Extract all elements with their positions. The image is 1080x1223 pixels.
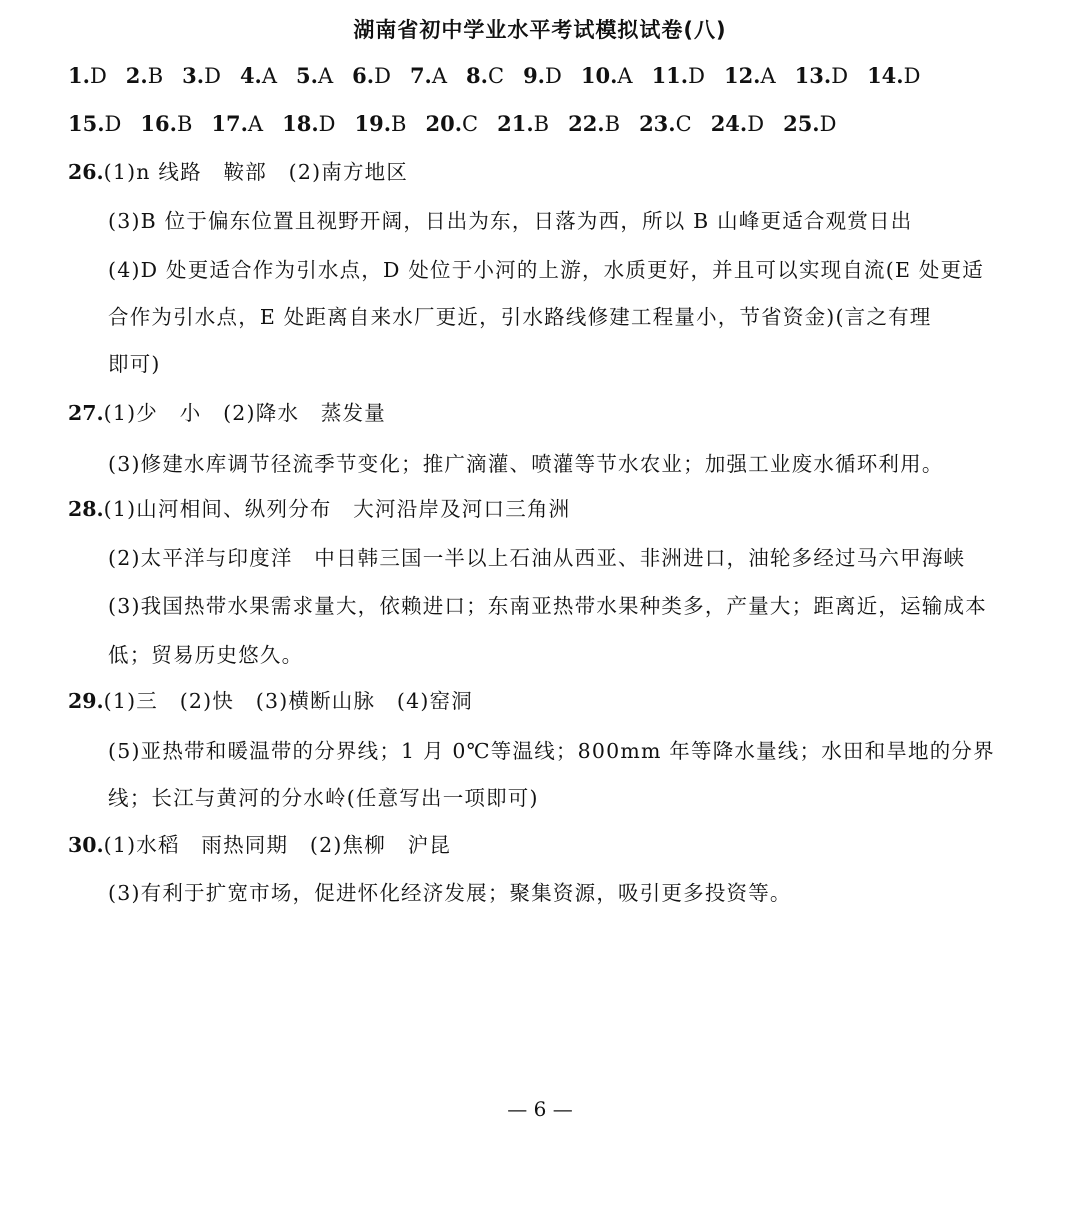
mc-answer-item	[425, 108, 478, 140]
mc-answer-item	[140, 108, 192, 140]
q26-line-2: (3)B 位于偏东位置且视野开阔，日出为东，日落为西，所以 B 山峰更适合观赏日出	[108, 209, 913, 233]
mc-question-number: 23.	[639, 111, 676, 136]
mc-question-number: 3.	[182, 63, 205, 88]
mc-question-number: 22.	[568, 111, 605, 136]
mc-answer-item	[296, 60, 333, 92]
q29-line-3: 线；长江与黄河的分水岭(任意写出一项即可)	[108, 786, 539, 810]
q28-line-2: (2)太平洋与印度洋 中日韩三国一半以上石油从西亚、非洲进口，油轮多经过马六甲海峡	[108, 546, 966, 570]
mc-answer-letter: D	[89, 64, 107, 88]
mc-answer-letter: B	[176, 112, 193, 136]
mc-answer-item	[867, 60, 920, 92]
q30-line-2: (3)有利于扩宽市场，促进怀化经济发展；聚集资源，吸引更多投资等。	[108, 881, 792, 905]
mc-answer-item	[639, 108, 692, 140]
mc-answer-letter: B	[604, 112, 621, 136]
question-number: 30.	[68, 833, 104, 857]
question-number: 27.	[68, 401, 104, 425]
mc-answers-row-2	[68, 108, 855, 140]
mc-answer-letter: D	[747, 112, 765, 136]
mc-question-number: 19.	[354, 111, 392, 136]
q27-line-2: (3)修建水库调节径流季节变化；推广滴灌、喷灌等节水农业；加强工业废水循环利用。	[108, 452, 944, 476]
mc-question-number: 18.	[282, 111, 319, 136]
mc-answer-letter: A	[247, 112, 264, 136]
mc-answer-item	[581, 60, 633, 92]
q29-line-2: (5)亚热带和暖温带的分界线；1 月 0℃等温线；800mm 年等降水量线；水田和旱地的分界	[108, 739, 995, 763]
q28-line-3: (3)我国热带水果需求量大，依赖进口；东南亚热带水果种类多，产量大；距离近，运输成本	[108, 594, 987, 618]
mc-answer-letter: D	[374, 64, 391, 88]
mc-question-number: 11.	[651, 63, 689, 88]
answer-text: (1)山河相间、纵列分布 大河沿岸及河口三角洲	[103, 497, 571, 521]
q26-line-3: (4)D 处更适合作为引水点，D 处位于小河的上游，水质更好，并且可以实现自流(E 处更适	[108, 258, 984, 282]
mc-answer-item	[410, 60, 447, 92]
q26-line-4: 合作为引水点，E 处距离自来水厂更近，引水路线修建工程量小，节省资金)(言之有理	[108, 305, 932, 329]
mc-answer-item	[68, 108, 121, 140]
mc-answer-item	[182, 60, 221, 92]
question-number: 28.	[68, 497, 104, 521]
mc-answer-item	[711, 108, 764, 140]
mc-answer-item	[68, 60, 107, 92]
mc-question-number: 12.	[723, 63, 761, 88]
mc-question-number: 6.	[352, 63, 375, 88]
mc-answer-letter: D	[104, 112, 122, 136]
mc-answer-item	[497, 108, 549, 140]
mc-question-number: 7.	[409, 63, 432, 88]
mc-answer-item	[282, 108, 335, 140]
mc-answer-letter: A	[431, 64, 448, 88]
mc-answer-item	[568, 108, 620, 140]
mc-answer-letter: D	[318, 112, 336, 136]
mc-question-number: 10.	[580, 63, 618, 88]
mc-answer-letter: C	[487, 64, 505, 88]
mc-answer-letter: A	[760, 64, 776, 88]
mc-answer-item	[240, 60, 277, 92]
mc-answer-letter: A	[317, 64, 334, 88]
page-number: — 6 —	[507, 1097, 573, 1121]
answer-text: (1)三 (2)快 (3)横断山脉 (4)窑洞	[103, 689, 473, 713]
mc-answer-item	[523, 60, 562, 92]
mc-question-number: 4.	[239, 63, 262, 88]
mc-answer-item	[352, 60, 391, 92]
mc-question-number: 24.	[710, 111, 748, 136]
mc-answer-item	[795, 60, 848, 92]
mc-answer-letter: B	[391, 112, 407, 136]
mc-answer-letter: B	[147, 64, 164, 88]
page-title: 湖南省初中学业水平考试模拟试卷(八)	[353, 18, 727, 42]
mc-answer-letter: C	[462, 112, 479, 136]
question-number: 29.	[68, 689, 104, 713]
mc-answer-item	[652, 60, 705, 92]
mc-answer-letter: D	[545, 64, 562, 88]
mc-answers-row-1	[68, 60, 939, 92]
mc-answer-item	[354, 108, 406, 140]
mc-answer-letter: A	[261, 64, 278, 88]
answer-text: (1)n 线路 鞍部 (2)南方地区	[103, 160, 409, 184]
q29-line-1	[68, 686, 473, 716]
question-number: 26.	[68, 160, 104, 184]
q28-line-4: 低；贸易历史悠久。	[108, 643, 304, 667]
mc-question-number: 13.	[794, 63, 832, 88]
mc-question-number: 16.	[140, 111, 177, 136]
answer-text: (1)少 小 (2)降水 蒸发量	[103, 401, 386, 425]
q26-line-5: 即可)	[108, 352, 161, 376]
mc-question-number: 14.	[867, 63, 904, 88]
q26-line-1	[68, 157, 408, 187]
mc-question-number: 1.	[68, 63, 90, 88]
mc-answer-item	[724, 60, 776, 92]
mc-answer-item	[211, 108, 263, 140]
mc-question-number: 5.	[296, 63, 318, 88]
q28-line-1	[68, 494, 570, 524]
mc-answer-letter: D	[204, 64, 221, 88]
mc-question-number: 15.	[68, 111, 105, 136]
mc-question-number: 2.	[125, 63, 148, 88]
mc-answer-item	[783, 108, 836, 140]
mc-answer-letter: D	[819, 112, 837, 136]
mc-answer-letter: D	[903, 64, 921, 88]
mc-question-number: 9.	[523, 63, 545, 88]
mc-question-number: 21.	[497, 111, 534, 136]
mc-answer-letter: A	[617, 64, 633, 88]
mc-question-number: 20.	[425, 111, 463, 136]
q27-line-1	[68, 398, 386, 428]
q30-line-1	[68, 830, 451, 860]
mc-answer-letter: B	[533, 112, 550, 136]
mc-answer-item	[466, 60, 504, 92]
mc-answer-letter: D	[688, 64, 705, 88]
mc-answer-letter: C	[675, 112, 692, 136]
mc-question-number: 17.	[211, 111, 248, 136]
mc-answer-item	[126, 60, 163, 92]
answer-text: (1)水稻 雨热同期 (2)焦柳 沪昆	[103, 833, 452, 857]
mc-answer-letter: D	[831, 64, 849, 88]
mc-question-number: 25.	[783, 111, 820, 136]
mc-question-number: 8.	[466, 63, 488, 88]
